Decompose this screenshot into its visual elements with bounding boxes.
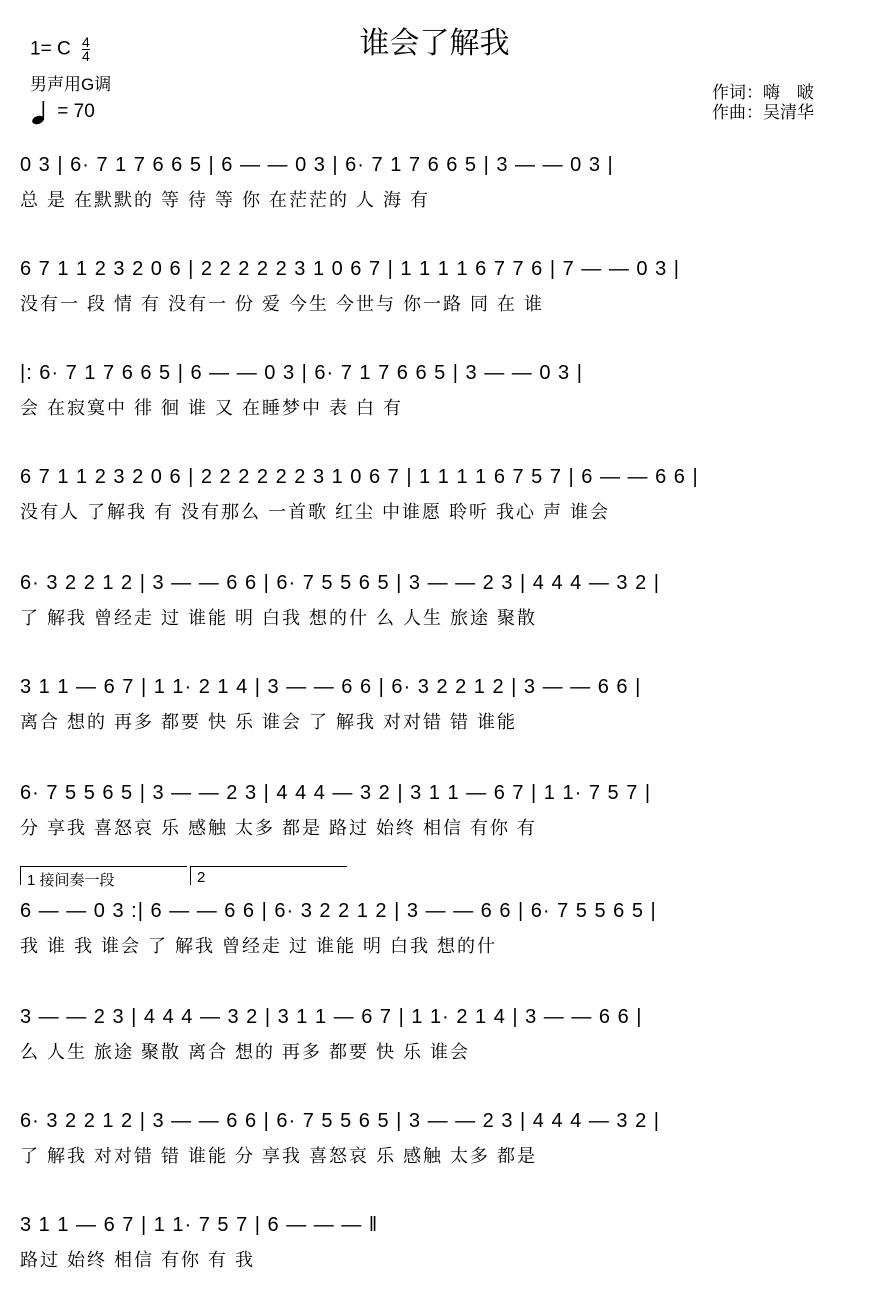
first-ending-bracket: 1 接间奏一段 (20, 866, 187, 885)
notation-line: 0 3 | 6· 7 1 7 6 6 5 | 6 — — 0 3 | 6· 7 1 7 6 6 5 | 3 — — 0 3 | (20, 154, 614, 176)
lyrics-line: 总 是 在默默的 等 待 等 你 在茫茫的 人 海 有 (20, 190, 431, 210)
notation-line: 3 — — 2 3 | 4 4 4 — 3 2 | 3 1 1 — 6 7 | 1 1· 2 1 4 | 3 — — 6 6 | (20, 1006, 643, 1028)
lyrics-line: 会 在寂寞中 徘 徊 谁 又 在睡梦中 表 白 有 (20, 398, 404, 418)
lyrics-line: 没有一 段 情 有 没有一 份 爱 今生 今世与 你一路 同 在 谁 (20, 294, 545, 314)
lyrics-line: 了 解我 对对错 错 谁能 分 享我 喜怒哀 乐 感触 太多 都是 (20, 1146, 538, 1166)
tempo-marking (30, 100, 95, 124)
lyrics-line: 了 解我 曾经走 过 谁能 明 白我 想的什 么 人生 旅途 聚散 (20, 608, 538, 628)
notation-line: 6 7 1 1 2 3 2 0 6 | 2 2 2 2 2 2 3 1 0 6 7 | 1 1 1 1 6 7 5 7 | 6 — — 6 6 | (20, 466, 699, 488)
time-signature-bottom: 4 (81, 48, 90, 64)
notation-line: 6· 7 5 5 6 5 | 3 — — 2 3 | 4 4 4 — 3 2 | 3 1 1 — 6 7 | 1 1· 7 5 7 | (20, 782, 652, 804)
lyrics-line: 分 享我 喜怒哀 乐 感触 太多 都是 路过 始终 相信 有你 有 (20, 818, 538, 838)
lyrics-line: 路过 始终 相信 有你 有 我 (20, 1250, 256, 1270)
voice-note: 男声用G调 (30, 75, 112, 94)
notation-line: 6· 3 2 2 1 2 | 3 — — 6 6 | 6· 7 5 5 6 5 | 3 — — 2 3 | 4 4 4 — 3 2 | (20, 572, 660, 594)
composer-credit: 作曲：吴清华 (712, 103, 814, 122)
time-signature-top: 4 (81, 34, 90, 50)
song-title: 谁会了解我 (359, 27, 510, 60)
tempo-value: = 70 (57, 101, 95, 123)
notation-line: 6· 3 2 2 1 2 | 3 — — 6 6 | 6· 7 5 5 6 5 | 3 — — 2 3 | 4 4 4 — 3 2 | (20, 1110, 660, 1132)
lyricist-credit: 作词：嗨 啵 (712, 83, 814, 102)
quarter-note-icon (30, 100, 52, 124)
notation-line: 6 — — 0 3 :| 6 — — 6 6 | 6· 3 2 2 1 2 | 3 — — 6 6 | 6· 7 5 5 6 5 | (20, 900, 657, 922)
notation-line: 6 7 1 1 2 3 2 0 6 | 2 2 2 2 2 3 1 0 6 7 | 1 1 1 1 6 7 7 6 | 7 — — 0 3 | (20, 258, 680, 280)
notation-line: 3 1 1 — 6 7 | 1 1· 2 1 4 | 3 — — 6 6 | 6· 3 2 2 1 2 | 3 — — 6 6 | (20, 676, 642, 698)
second-ending-bracket: 2 (190, 866, 347, 885)
key-signature (30, 36, 90, 63)
notation-line: |: 6· 7 1 7 6 6 5 | 6 — — 0 3 | 6· 7 1 7 6 6 5 | 3 — — 0 3 | (20, 362, 583, 384)
key-label: 1= C (30, 38, 71, 60)
lyrics-line: 没有人 了解我 有 没有那么 一首歌 红尘 中谁愿 聆听 我心 声 谁会 (20, 502, 611, 522)
lyrics-line: 么 人生 旅途 聚散 离合 想的 再多 都要 快 乐 谁会 (20, 1042, 471, 1062)
notation-line: 3 1 1 — 6 7 | 1 1· 7 5 7 | 6 — — — ‖ (20, 1214, 379, 1236)
lyrics-line: 离合 想的 再多 都要 快 乐 谁会 了 解我 对对错 错 谁能 (20, 712, 518, 732)
lyrics-line: 我 谁 我 谁会 了 解我 曾经走 过 谁能 明 白我 想的什 (20, 936, 498, 956)
time-signature (82, 36, 90, 63)
